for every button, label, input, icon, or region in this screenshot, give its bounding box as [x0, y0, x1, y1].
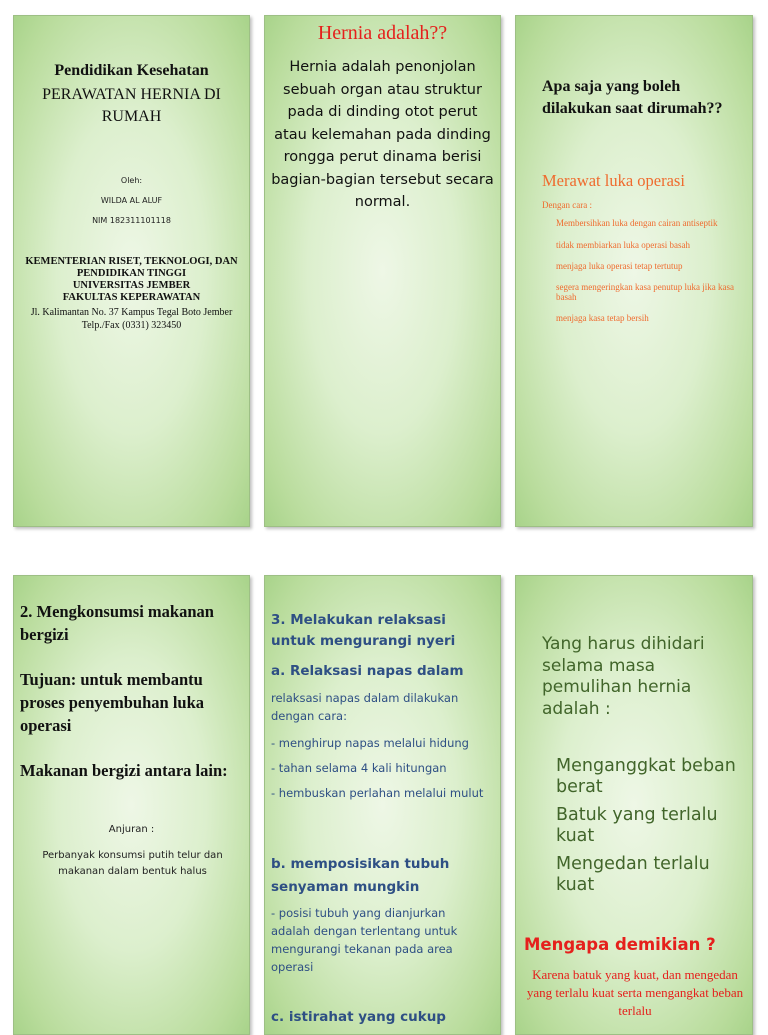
institution-line-3: UNIVERSITAS JEMBER — [72, 280, 191, 291]
address-block — [14, 306, 249, 332]
cover-panel — [13, 15, 250, 527]
wound-care-list — [556, 218, 746, 323]
foods-heading: Makanan bergizi antara lain: — [20, 761, 228, 780]
address: Jl. Kalimantan No. 37 Kampus Tegal Boto Jember — [30, 307, 233, 318]
list-item: - menghirup napas melalui hidung — [271, 736, 469, 750]
avoidance-panel — [515, 575, 753, 1035]
why-heading: Mengapa demikian ? — [524, 935, 716, 954]
author-nim: NIM 182311101118 — [92, 216, 171, 225]
institution-block — [14, 256, 249, 304]
relaxation-sub-b: b. memposisikan tubuh senyaman mungkin — [271, 856, 450, 895]
list-item: segera mengeringkan kasa penutup luka jika kasa basah — [556, 282, 734, 302]
recommendation-text: Perbanyak konsumsi putih telur dan makanan dalam bentuk halus — [42, 850, 223, 877]
list-item: - hembuskan perlahan melalui mulut — [271, 786, 484, 800]
definition-panel — [264, 15, 501, 527]
definition-body: Hernia adalah penonjolan sebuah organ atau struktur pada di dinding otot perut atau kelemahan pada dinding rongga perut dinama berisi bagian-bagian tersebut secara normal. — [271, 59, 494, 210]
avoidance-heading: Yang harus dihidari selama masa pemulihan hernia adalah : — [542, 634, 705, 719]
why-text: Karena batuk yang kuat, dan mengedan yang terlalu kuat serta mengangkat beban terlalu — [526, 967, 744, 1018]
title-line-2: PERAWATAN HERNIA DI RUMAH — [42, 86, 221, 125]
institution-line-2: PENDIDIKAN TINGGI — [76, 268, 187, 279]
nutrition-heading: 2. Mengkonsumsi makanan bergizi — [20, 602, 214, 644]
relaxation-heading: 3. Melakukan relaksasi untuk mengurangi nyeri — [271, 612, 456, 649]
nutrition-goal: Tujuan: untuk membantu proses penyembuhan luka operasi — [20, 670, 205, 735]
nutrition-panel — [13, 575, 250, 1035]
relaxation-panel — [264, 575, 501, 1035]
method-label: Dengan cara : — [542, 200, 592, 210]
relaxation-text-b: - posisi tubuh yang dianjurkan adalah dengan terlentang untuk mengurangi tekanan pada area operasi — [271, 906, 458, 974]
institution-line-1: KEMENTERIAN RISET, TEKNOLOGI, DAN — [25, 256, 238, 267]
list-item: - tahan selama 4 kali hitungan — [271, 761, 447, 775]
phone: Telp./Fax (0331) 323450 — [81, 320, 182, 331]
list-item: menjaga kasa tetap bersih — [556, 313, 649, 323]
relaxation-sub-c: c. istirahat yang cukup — [271, 1009, 446, 1025]
recommendation-label: Anjuran : — [108, 824, 155, 835]
list-item: menjaga luka operasi tetap tertutup — [556, 261, 683, 271]
relaxation-intro-a: relaksasi napas dalam dilakukan dengan cara: — [271, 691, 459, 723]
by-label: Oleh: — [120, 176, 143, 185]
relaxation-sub-a: a. Relaksasi napas dalam — [271, 663, 464, 679]
list-item: Menganggkat beban berat — [556, 756, 736, 797]
list-item: Mengedan terlalu kuat — [556, 854, 710, 895]
institution-line-4: FAKULTAS KEPERAWATAN — [62, 292, 201, 303]
list-item: Membersihkan luka dengan cairan antiseptik — [556, 218, 718, 228]
breathing-steps — [271, 734, 486, 802]
avoid-list — [556, 756, 744, 896]
definition-heading: Hernia adalah?? — [317, 22, 448, 44]
list-item: Batuk yang terlalu kuat — [556, 805, 718, 846]
home-care-question: Apa saja yang boleh dilakukan saat dirumah?? — [542, 78, 723, 117]
title-line-1: Pendidikan Kesehatan — [54, 62, 209, 79]
list-item: tidak membiarkan luka operasi basah — [556, 240, 690, 250]
wound-care-title: Merawat luka operasi — [542, 171, 685, 190]
home-care-panel — [515, 15, 753, 527]
author-name: WILDA AL ALUF — [100, 196, 163, 205]
